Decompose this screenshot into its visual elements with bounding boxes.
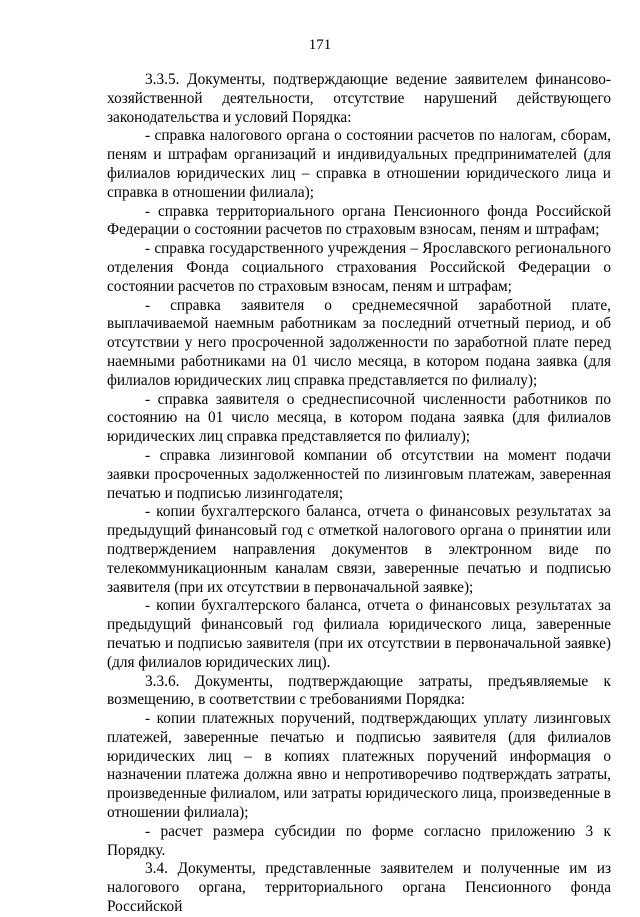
list-item-salary-certificate: - справка заявителя о среднемесячной заработной плате, выплачиваемой наемным работникам за последний отчетный период, и об отсутствии у него просроченной задолженности по заработной плате перед наемными работниками на 01 число месяца, в котором подана заявка (для филиалов юридических лиц справка представляется по филиалу); (107, 296, 611, 389)
list-item-balance-sheet-copies: - копии бухгалтерского баланса, отчета о финансовых результатах за предыдущий финансовый год с отметкой налогового органа о принятии или подтверждением направления документов в электронном виде по телекоммуникационным каналам связи, заверенные печатью и подписью заявителя (при их отсутствии в первоначальной заявке); (107, 503, 611, 596)
section-3-3-6-heading: 3.3.6. Документы, подтверждающие затраты, предъявляемые к возмещению, в соответствии с требованиями Порядка: (107, 672, 611, 709)
list-item-subsidy-calculation: - расчет размера субсидии по форме согласно приложению 3 к Порядку. (107, 822, 611, 859)
list-item-pension-fund-certificate: - справка территориального органа Пенсионного фонда Российской Федерации о состоянии расчетов по страховым взносам, пеням и штрафам; (107, 202, 611, 239)
list-item-payment-orders: - копии платежных поручений, подтверждающих уплату лизинговых платежей, заверенные печатью и подписью заявителя (для филиалов юридических лиц – в копиях платежных поручений информация о назначении платежа должна явно и непротиворечиво подтверждать затраты, произведенные филиалом, или затраты юридического лица, произведенные в отношении филиала); (107, 710, 611, 822)
list-item-social-insurance-certificate: - справка государственного учреждения – Ярославского регионального отделения Фонда социального страхования Российской Федерации о состоянии расчетов по страховым взносам, пеням и штрафам; (107, 240, 611, 295)
list-item-branch-balance-copies: - копии бухгалтерского баланса, отчета о финансовых результатах за предыдущий финансовый год филиала юридического лица, заверенные печатью и подписью заявителя (при их отсутствии в первоначальной заявке) (для филиалов юридических лиц). (107, 597, 611, 671)
list-item-leasing-certificate: - справка лизинговой компании об отсутствии на момент подачи заявки просроченных задолженностей по лизинговым платежам, заверенная печатью и подписью лизингодателя; (107, 446, 611, 502)
document-body (107, 71, 611, 917)
page-number: 171 (308, 37, 332, 53)
section-3-4-heading: 3.4. Документы, представленные заявителем и полученные им из налогового органа, территориального органа Пенсионного фонда Российской (107, 860, 611, 916)
list-item-headcount-certificate: - справка заявителя о среднесписочной численности работников по состоянию на 01 число месяца, в котором подана заявка (для филиалов юридических лиц справка представляется по филиалу); (107, 390, 611, 446)
section-3-3-5-heading: 3.3.5. Документы, подтверждающие ведение заявителем финансово-хозяйственной деятельности, отсутствие нарушений действующего законодательства и условий Порядка: (107, 71, 611, 126)
list-item-tax-certificate: - справка налогового органа о состоянии расчетов по налогам, сборам, пеням и штрафам организаций и индивидуальных предпринимателей (для филиалов юридических лиц – справка в отношении юридического лица и справка в отношении филиала); (107, 127, 611, 201)
